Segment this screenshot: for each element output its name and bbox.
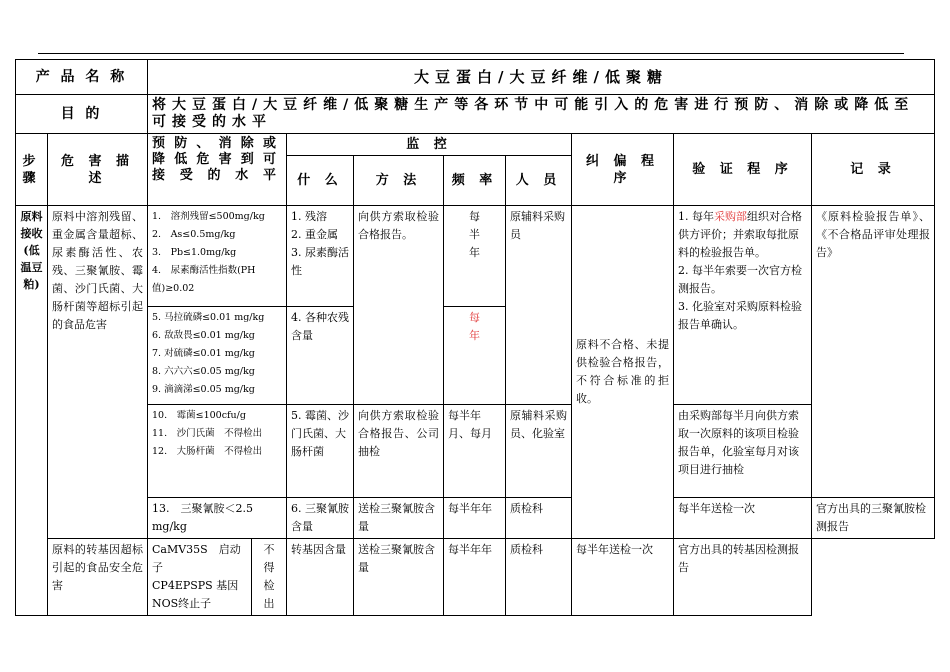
records-melamine: 官方出具的三聚氰胺检测报告 (812, 498, 935, 539)
verify-item-1: 1. 每年采购部组织对合格供方评价；并索取每批原料的检验报告单。 (678, 210, 802, 259)
level-item: 3. Pb≤1.0mg/kg (152, 247, 237, 258)
gmo-item: CP4EPSPS 基因 (152, 579, 239, 592)
monitor-what-melamine: 6. 三聚氰胺含量 (287, 498, 354, 539)
col-verification: 验 证 程 序 (674, 134, 812, 206)
monitor-method-group1: 向供方索取检验合格报告。 (354, 206, 444, 405)
monitor-method-group3: 向供方索取检验合格报告、公司抽检 (354, 405, 444, 498)
monitor-frequency-group2: 每年 (444, 307, 506, 405)
top-rule (38, 53, 904, 54)
product-name-value: 大豆蛋白/大豆纤维/低聚糖 (148, 60, 935, 95)
verify-item-3: 3. 化验室对采购原料检验报告单确认。 (678, 300, 802, 331)
monitor-what-group1 (287, 206, 354, 307)
verification-group1 (674, 206, 812, 405)
col-step: 步 骤 (16, 134, 48, 206)
verification-gmo: 每半年送检一次 (572, 539, 674, 616)
product-name-label: 产 品 名 称 (16, 60, 148, 95)
verification-melamine: 每半年送检一次 (674, 498, 812, 539)
acceptable-levels-group1 (148, 206, 287, 307)
monitor-method-gmo: 送检三聚氰胺含量 (354, 539, 444, 616)
monitor-person-melamine: 质检科 (506, 498, 572, 539)
what-item: 3. 尿素酶活性 (291, 246, 349, 277)
monitor-frequency-group1: 每半年 (444, 206, 506, 307)
step-cell: 原料接收(低温豆粕) (16, 206, 48, 616)
col-acceptable-level: 预防、消除或降低危害到可接受的水平 (148, 134, 287, 206)
col-monitoring: 监 控 (287, 134, 572, 156)
what-item: 1. 残溶 (291, 210, 327, 223)
level-item: 10. 霉菌≤100cfu/g (152, 410, 246, 421)
level-item: 9. 滴滴涕≤0.05 mg/kg (152, 384, 255, 395)
verification-group3: 由采购部每半月向供方索取一次原料的该项目检验报告单，化验室每月对该项目进行抽检 (674, 405, 812, 498)
level-item: 11. 沙门氏菌 不得检出 (152, 428, 263, 439)
col-what: 什 么 (287, 156, 354, 206)
monitor-what-group3: 5. 霉菌、沙门氏菌、大肠杆菌 (287, 405, 354, 498)
acceptable-level-gmo (148, 539, 252, 616)
acceptable-levels-group2 (148, 307, 287, 405)
col-frequency: 频 率 (444, 156, 506, 206)
monitor-frequency-melamine: 每半年年 (444, 498, 506, 539)
monitor-person-group3: 原辅料采购员、化验室 (506, 405, 572, 498)
level-item: 5. 马拉硫磷≤0.01 mg/kg (152, 312, 265, 323)
level-item: 7. 对硫磷≤0.01 mg/kg (152, 348, 255, 359)
level-item: 4. 尿素酶活性指数(PH值)≥0.02 (152, 265, 256, 294)
records-gmo: 官方出具的转基因检测报告 (674, 539, 812, 616)
level-item: 2. As≤0.5mg/kg (152, 229, 236, 240)
level-item: 1. 溶剂残留≤500mg/kg (152, 211, 265, 222)
monitor-frequency-gmo: 每半年年 (444, 539, 506, 616)
monitor-method-melamine: 送检三聚氰胺含量 (354, 498, 444, 539)
hazard-description-1: 原料中溶剂残留、重金属含量超标、尿素酶活性、农残、三聚氰胺、霉菌、沙门氏菌、大肠杆菌等超标引起的食品危害 (48, 206, 148, 539)
monitor-person-group1: 原辅料采购员 (506, 206, 572, 405)
monitor-person-gmo: 质检科 (506, 539, 572, 616)
monitor-what-gmo: 转基因含量 (287, 539, 354, 616)
col-hazard: 危 害 描 述 (48, 134, 148, 206)
records-group1: 《原料检验报告单》、《不合格品评审处理报告》 (812, 206, 935, 498)
purpose-value: 将大豆蛋白/大豆纤维/低聚糖生产等各环节中可能引入的危害进行预防、消除或降低至可接受的水平 (148, 95, 935, 134)
col-records: 记 录 (812, 134, 935, 206)
haccp-plan-table (15, 59, 935, 616)
level-item: 12. 大肠杆菌 不得检出 (152, 446, 263, 457)
hazard-description-2: 原料的转基因超标引起的食品安全危害 (48, 539, 148, 616)
acceptable-levels-group3 (148, 405, 287, 498)
acceptable-level-melamine: 13. 三聚氰胺＜2.5 mg/kg (148, 498, 287, 539)
what-item: 2. 重金属 (291, 228, 338, 241)
col-correction: 纠 偏 程 序 (572, 134, 674, 206)
verify-item-2: 2. 每半年索要一次官方检测报告。 (678, 264, 802, 295)
level-item: 8. 六六六≤0.05 mg/kg (152, 366, 255, 377)
gmo-item: CaMV35S 启动子 (152, 543, 241, 574)
monitor-frequency-group3: 每半年月、每月 (444, 405, 506, 498)
right-edge-line (934, 59, 935, 148)
col-personnel: 人 员 (506, 156, 572, 206)
purpose-label: 目 的 (16, 95, 148, 134)
correction-procedure: 原料不合格、未提供检验合格报告，不符合标准的拒收。 (572, 206, 674, 539)
gmo-limit: 不得检出 (252, 539, 287, 616)
level-item: 6. 敌敌畏≤0.01 mg/kg (152, 330, 255, 341)
monitor-what-group2: 4. 各种农残含量 (287, 307, 354, 405)
gmo-item: NOS终止子 (152, 597, 212, 610)
col-method: 方 法 (354, 156, 444, 206)
